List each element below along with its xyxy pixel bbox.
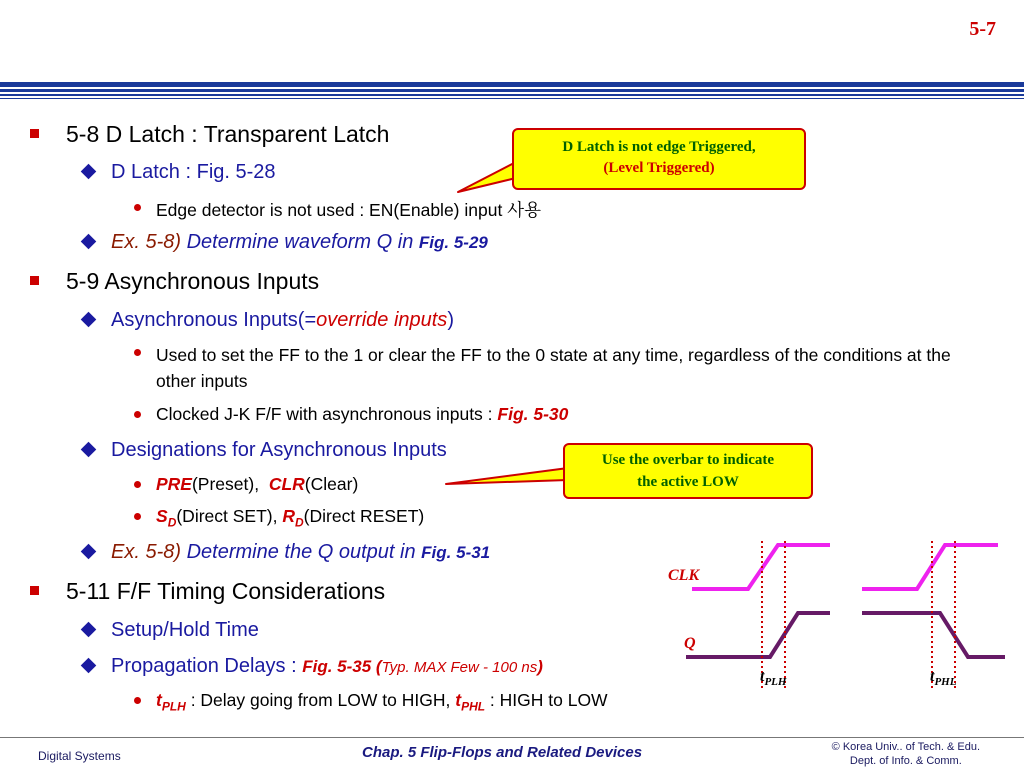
section-5-9: 5-9 Asynchronous Inputs: [66, 268, 319, 295]
footer-rule: [0, 737, 1024, 738]
overbar-callout: Use the overbar to indicate the active LOW: [563, 443, 813, 499]
asynchronous-inputs-item: Asynchronous Inputs(=override inputs): [111, 309, 454, 332]
setup-hold-item: Setup/Hold Time: [111, 619, 259, 642]
clk-waveform-right: [862, 545, 998, 589]
level-triggered-callout: D Latch is not edge Triggered, (Level Triggered): [512, 128, 806, 190]
section-5-11: 5-11 F/F Timing Considerations: [66, 578, 385, 605]
q-waveform-left: [686, 613, 830, 657]
footer-copyright: © Korea Univ.. of Tech. & Edu. Dept. of Info. & Comm.: [831, 741, 980, 767]
callout-pointer: [446, 468, 568, 484]
clk-label: CLK: [668, 567, 700, 584]
footer-course: Digital Systems: [38, 749, 121, 763]
example-5-8-fig-5-29: Ex. 5-8) Determine waveform Q in Fig. 5-29: [111, 231, 488, 254]
section-5-8: 5-8 D Latch : Transparent Latch: [66, 121, 389, 148]
q-label: Q: [684, 635, 696, 652]
async-definition-item: Used to set the FF to the 1 or clear the FF to the 0 state at any time, regardless of the conditions at the other inputs: [156, 342, 966, 394]
pre-clr-item: PRE(Preset), CLR(Clear): [156, 474, 358, 495]
edge-detector-item: Edge detector is not used : EN(Enable) input 사용: [156, 197, 541, 222]
d-latch-item: D Latch : Fig. 5-28: [111, 161, 276, 184]
tplh-label: $t_{PLH}$: [760, 668, 787, 688]
designations-item: Designations for Asynchronous Inputs: [111, 439, 447, 462]
footer-chapter: Chap. 5 Flip-Flops and Related Devices: [362, 744, 643, 761]
q-waveform-right: [862, 613, 1005, 657]
propagation-delays-item: Propagation Delays : Fig. 5-35 (Typ. MAX Few - 100 ns): [111, 655, 543, 678]
callout-pointer: [458, 162, 516, 192]
slide-number: 5-7: [969, 18, 996, 40]
tphl-label: $t_{PHL}$: [930, 668, 957, 688]
sd-rd-item: $S_D(Direct$ SET), $R_D(Direct$ RESET): [156, 506, 424, 530]
tplh-tphl-item: $t_{PLH}$ : Delay going from LOW to HIGH, $t_{PHL}$ : HIGH to LOW: [156, 690, 608, 714]
example-5-8-fig-5-31: Ex. 5-8) Determine the Q output in Fig. 5-31: [111, 541, 490, 564]
jk-ff-item: Clocked J-K F/F with asynchronous inputs : Fig. 5-30: [156, 404, 568, 425]
